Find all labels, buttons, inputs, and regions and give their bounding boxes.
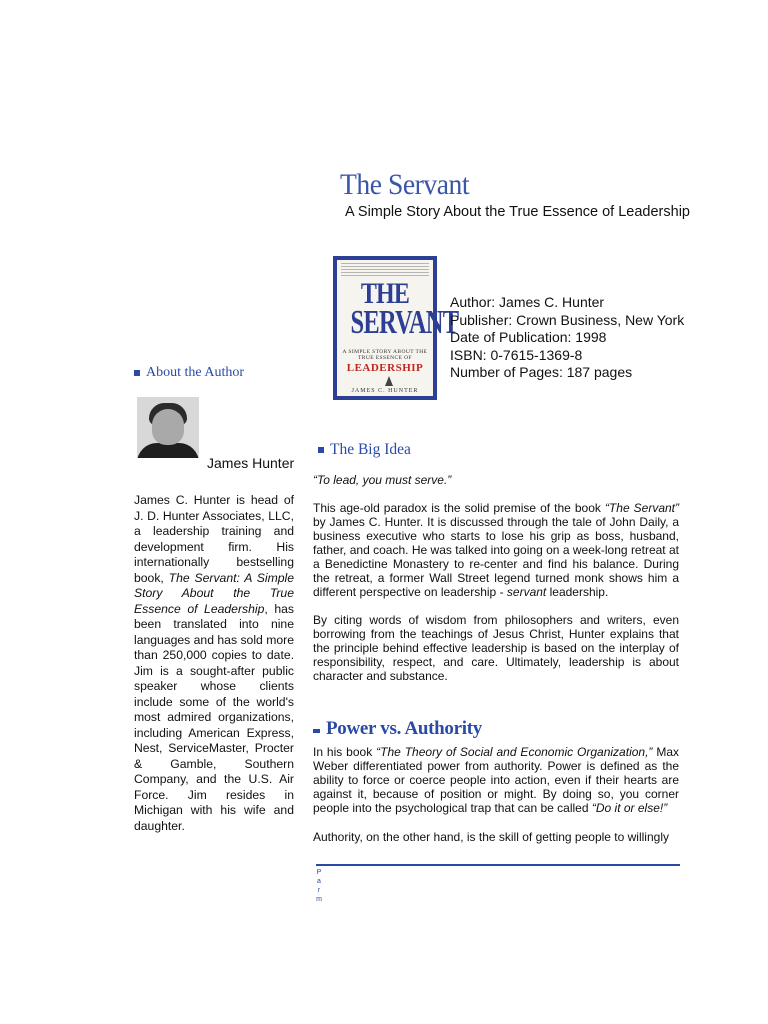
page-title: The Servant (340, 168, 470, 201)
book-date: Date of Publication: 1998 (450, 329, 607, 345)
big-idea-heading (318, 441, 411, 459)
about-author-heading (134, 365, 244, 381)
author-photo (137, 397, 199, 458)
footer-divider (316, 864, 680, 866)
p3-text-mid: Max Weber differentiated power from authority. Power is defined as the ability to force or coerce people into action, even if their hearts are against it, because of position or might. By doing so, you corner people into the psychological trap that can be called (313, 745, 680, 815)
p3-text: In his book (313, 745, 377, 759)
cover-figure-icon (385, 376, 393, 386)
big-idea-paragraph-2: By citing words of wisdom from philosophers and writers, even borrowing from the teachings of Jesus Christ, Hunter explains that the principle behind effective leadership is based on the interplay of responsibility, respect, and care. Ultimately, leadership is about character and substance. (313, 613, 679, 683)
bio-text-end: , has been translated into nine languages and has sold more than 250,000 copies to date. Jim is a sought-after public speaker whose clients include some of the world's most admired organizations, including American Express, Nest, ServiceMaster, Procter & Gamble, Southern Company, and the U.S. Air Force. Jim resides in Michigan with his wife and daughter. (134, 601, 294, 833)
bio-book-title: The Servant: A Simple Story About the True Essence of Leadership (134, 570, 295, 616)
cover-blurb (341, 263, 429, 277)
cover-subtitle: A SIMPLE STORY ABOUT THE TRUE ESSENCE OF (342, 349, 428, 361)
book-publisher: Publisher: Crown Business, New York (450, 311, 685, 328)
author-name: James Hunter (207, 455, 295, 471)
big-idea-quote: “To lead, you must serve.” (313, 473, 452, 487)
big-idea-heading-label: The Big Idea (330, 441, 411, 458)
p1-book-title: “The Servant” (604, 501, 680, 515)
book-cover-image (333, 256, 459, 400)
cover-title-line2: SERVANT (350, 304, 459, 341)
bullet-icon (134, 370, 140, 376)
big-idea-paragraph-1 (313, 501, 679, 599)
side-letter: a (317, 878, 321, 885)
cover-title-line1: THE (360, 277, 410, 310)
bullet-icon (318, 447, 324, 453)
page-subtitle: A Simple Story About the True Essence of Leadership (345, 204, 690, 220)
bullet-icon (313, 729, 320, 733)
p3-quote: “Do it or else!” (591, 801, 668, 815)
author-bio (134, 493, 294, 834)
power-paragraph-2: Authority, on the other hand, is the skill of getting people to willingly (313, 830, 669, 844)
book-pages: Number of Pages: 187 pages (450, 364, 633, 380)
about-heading-label: About the Author (146, 365, 244, 380)
book-isbn: ISBN: 0-7615-1369-8 (450, 346, 583, 363)
book-author: Author: James C. Hunter (450, 294, 605, 310)
p1-text-end: leadership. (546, 585, 609, 599)
book-info (450, 294, 684, 382)
power-heading-label: Power vs. Authority (326, 718, 482, 739)
p1-servant-word: servant (506, 585, 547, 599)
side-letter: r (317, 887, 321, 894)
cover-leadership-word: LEADERSHIP (346, 362, 424, 374)
cover-author: JAMES C. HUNTER (351, 388, 419, 394)
footer-side-letters (316, 868, 322, 904)
p3-book-title: “The Theory of Social and Economic Organization,” (376, 745, 653, 759)
power-paragraph-1 (313, 745, 679, 815)
side-letter: P (316, 869, 322, 876)
power-authority-heading (313, 718, 482, 740)
side-letter: m (316, 896, 322, 903)
p1-text-mid: by James C. Hunter. It is discussed through the tale of John Daily, a business executive who starts to lose his grip as boss, husband, father, and coach. He was talked into going on a week-long retreat at a Benedictine Monastery to re-center and find his balance. During the retreat, a former Wall Street legend turned monk shows him a different perspective on leadership - (313, 515, 679, 599)
bio-text: James C. Hunter is head of J. D. Hunter Associates, LLC, a leadership training and development firm. His internationally bestselling book, (134, 493, 294, 585)
p1-text: This age-old paradox is the solid premise of the book (313, 501, 605, 515)
